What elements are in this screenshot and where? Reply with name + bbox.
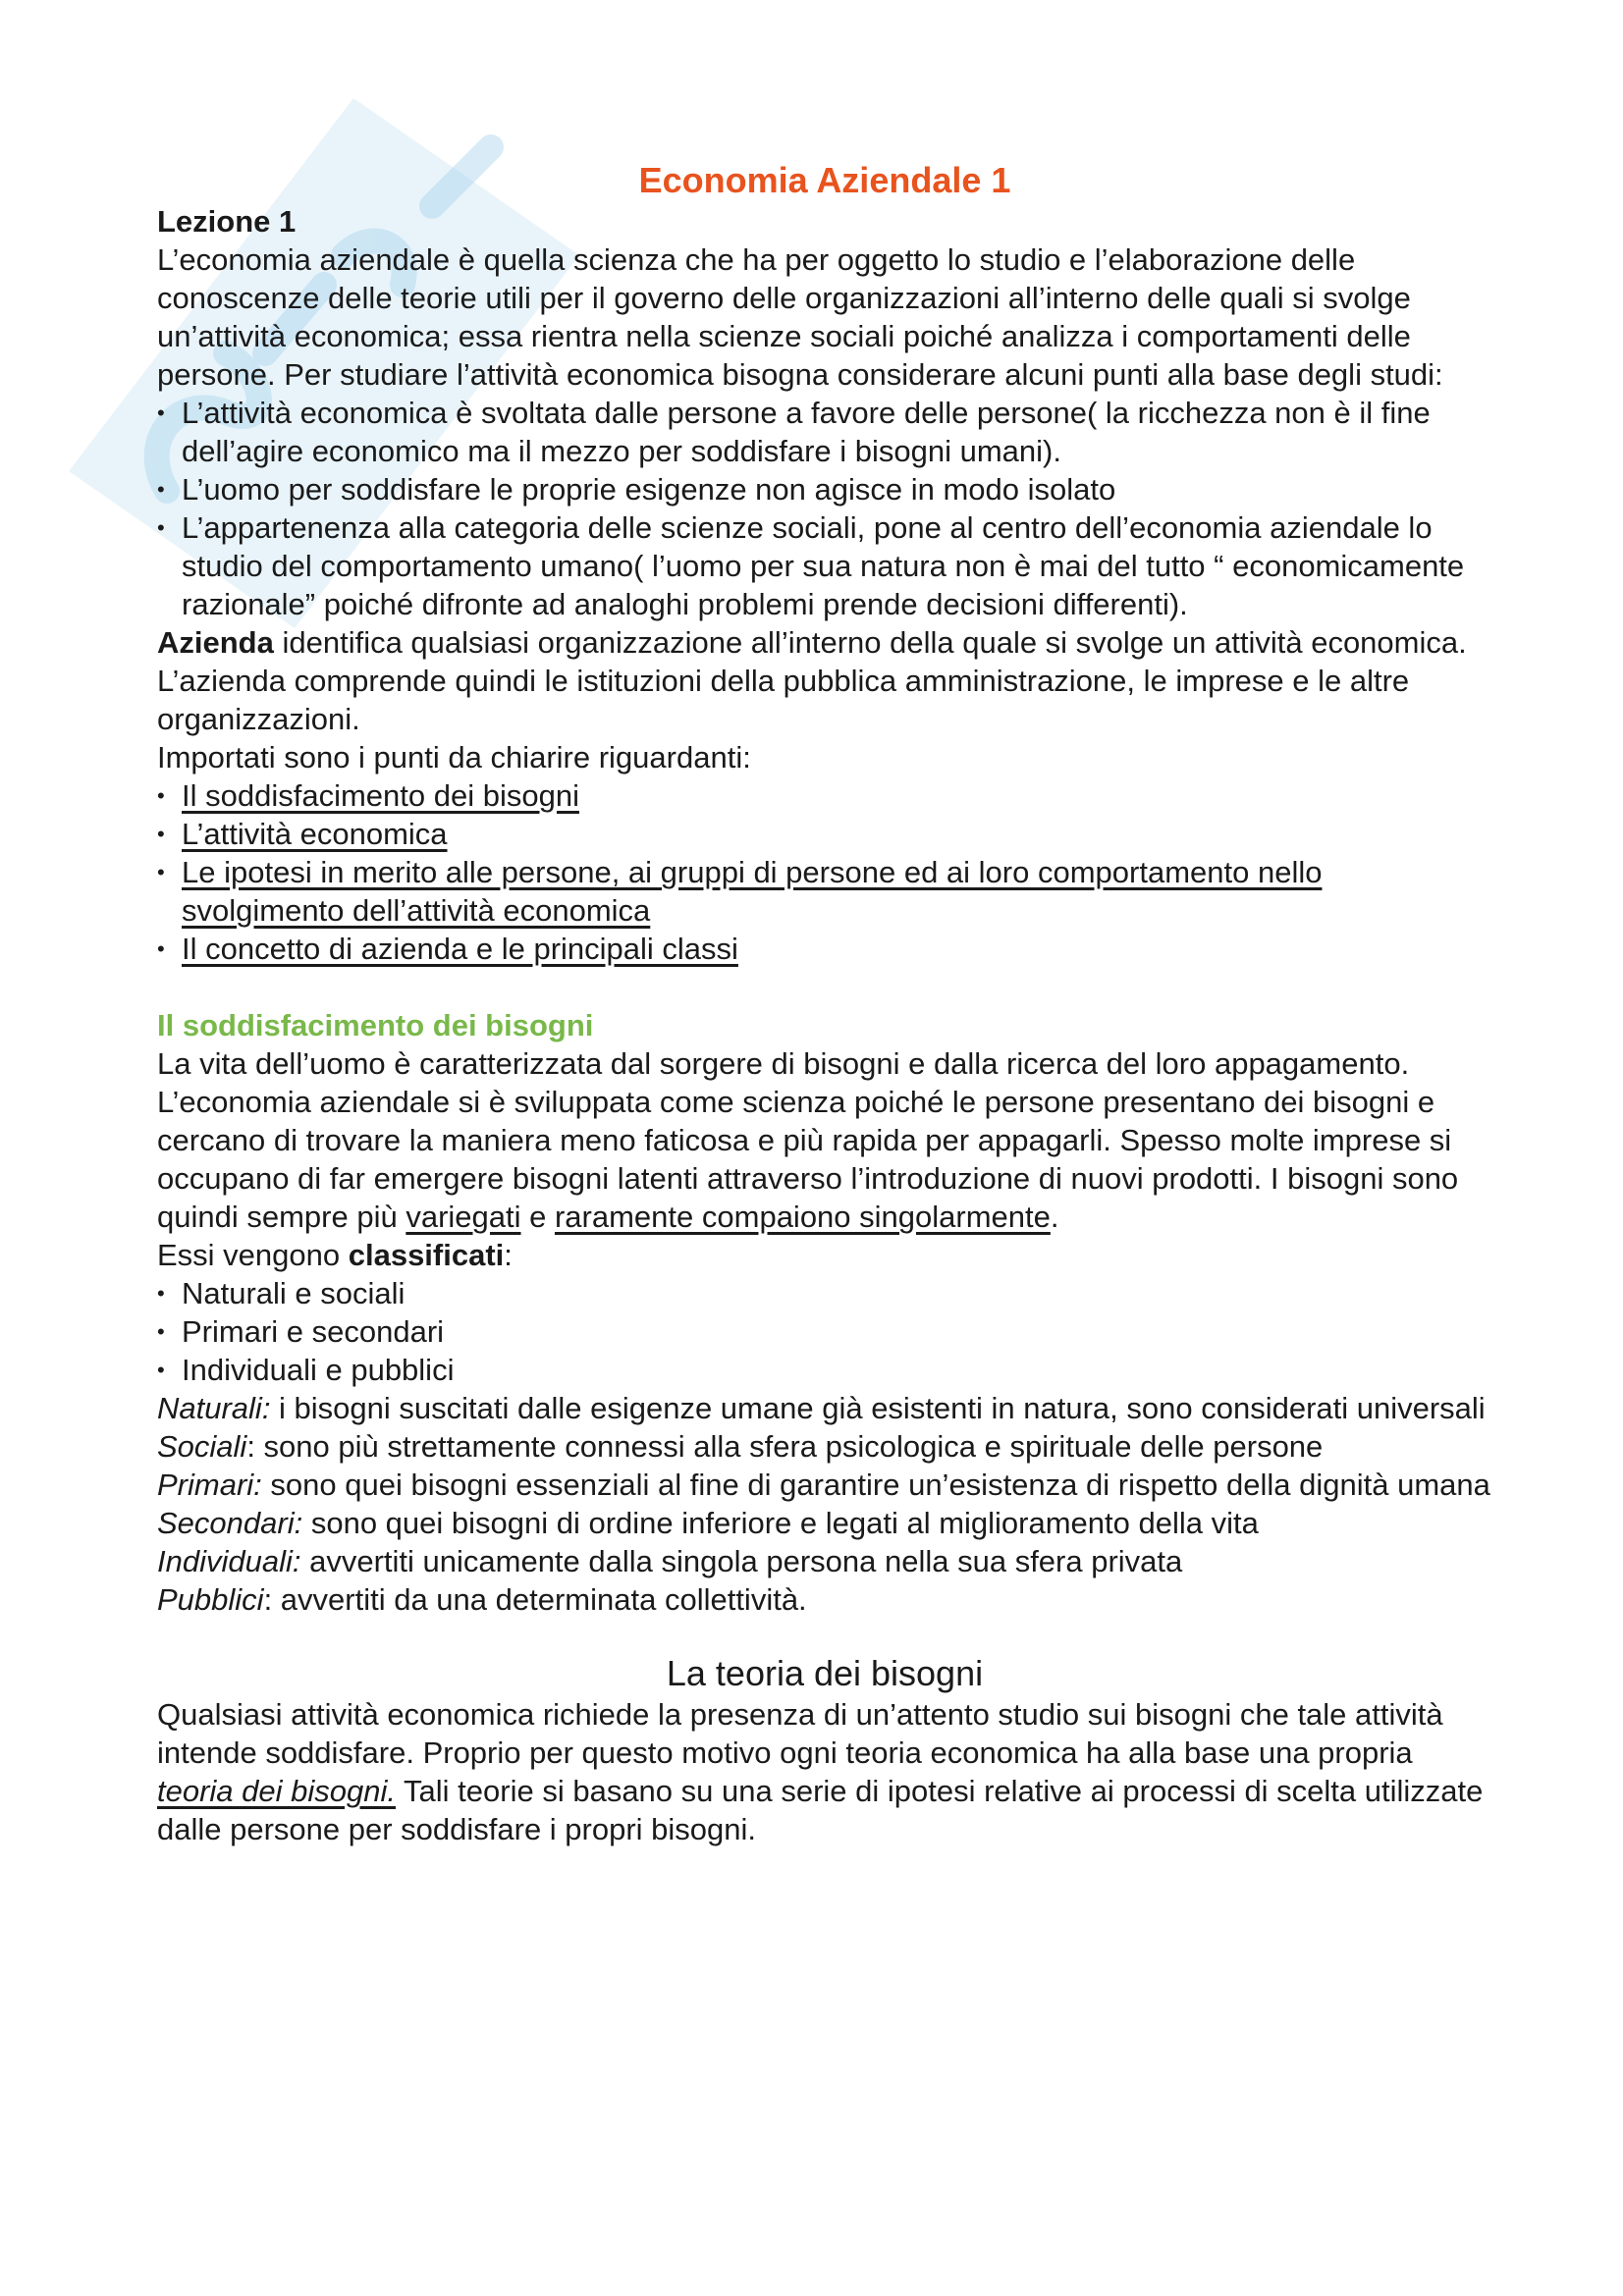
section2-text: Qualsiasi attività economica richiede la presenza di un’attento studio sui bisogni che tale attività intende soddisfare. Proprio per questo motivo ogni teoria economica ha alla base una propria	[157, 1697, 1443, 1770]
classified-line	[157, 1236, 1492, 1274]
list-item: • Individuali e pubblici	[182, 1351, 1492, 1389]
definition-text: sono quei bisogni di ordine inferiore e legati al miglioramento della vita	[302, 1506, 1259, 1540]
definition-term: Naturali:	[157, 1391, 271, 1425]
definition-primari	[157, 1466, 1492, 1504]
list-item	[182, 776, 1492, 815]
intro-paragraph: L’economia aziendale è quella scienza che ha per oggetto lo studio e l’elaborazione delle conoscenze delle teorie utili per il governo delle organizzazioni all’interno delle quali si svolge un’attività economica; essa rientra nella scienze sociali poiché analizza i comportamenti delle persone. Per studiare l’attività economica bisogna considerare alcuni punti alla base degli studi:	[157, 242, 1443, 392]
classified-post: :	[504, 1238, 513, 1272]
list-item: • Primari e secondari	[182, 1312, 1492, 1351]
list-item	[182, 930, 1492, 968]
definition-secondari	[157, 1504, 1492, 1542]
section1-paragraph	[157, 1044, 1492, 1236]
classified-bold: classificati	[348, 1238, 505, 1272]
document-page	[157, 147, 1492, 1848]
definition-term: Secondari:	[157, 1506, 303, 1540]
point-text: Le ipotesi in merito alle persone, ai gruppi di persone ed ai loro comportamento nello svolgimento dell’attività economica	[182, 855, 1323, 928]
underlined-raramente: raramente compaiono singolarmente	[554, 1200, 1051, 1234]
point-text: L’attività economica	[182, 817, 448, 851]
lesson-label: Lezione 1	[157, 204, 297, 239]
definition-naturali	[157, 1389, 1492, 1427]
document-title: Economia Aziendale 1	[638, 160, 1011, 200]
list-item: • Naturali e sociali	[182, 1274, 1492, 1312]
underlined-variegati: variegati	[406, 1200, 521, 1234]
definition-text: avvertiti unicamente dalla singola persona nella sua sfera privata	[300, 1544, 1183, 1578]
definition-text: i bisogni suscitati dalle esigenze umane già esistenti in natura, sono considerati universali	[270, 1391, 1486, 1425]
section-heading-soddisfacimento: Il soddisfacimento dei bisogni	[157, 1008, 594, 1042]
list-item	[182, 815, 1492, 853]
definition-text: : sono più strettamente connessi alla sfera psicologica e spirituale delle persone	[246, 1429, 1324, 1464]
definition-pubblici	[157, 1580, 1492, 1619]
point-text: Il concetto di azienda e le principali classi	[182, 932, 738, 966]
list-item	[182, 853, 1492, 930]
definition-term: Primari:	[157, 1468, 262, 1502]
section2-paragraph	[157, 1695, 1492, 1848]
definition-term: Individuali:	[157, 1544, 301, 1578]
classified-pre: Essi vengono	[157, 1238, 349, 1272]
definition-term: Sociali	[157, 1429, 247, 1464]
list-item: • L’appartenenza alla categoria delle scienze sociali, pone al centro dell’economia aziendale lo studio del comportamento umano( l’uomo per sua natura non è mai del tutto “ economicamente razionale” poiché difronte ad analoghi problemi prende decisioni differenti).	[182, 508, 1492, 623]
azienda-paragraph	[157, 623, 1492, 662]
section1-conj: e	[520, 1200, 555, 1234]
basics-list	[157, 394, 1492, 623]
list-item: • L’attività economica è svoltata dalle persone a favore delle persone( la ricchezza non è il fine dell’agire economico ma il mezzo per soddisfare i bisogni umani).	[182, 394, 1492, 470]
section-heading-teoria: La teoria dei bisogni	[666, 1653, 984, 1693]
points-list	[157, 776, 1492, 968]
azienda-term: Azienda	[157, 625, 274, 660]
section1-text: La vita dell’uomo è caratterizzata dal sorgere di bisogni e dalla ricerca del loro appagamento. L’economia aziendale si è sviluppata come scienza poiché le persone presentano dei bisogni e cercano di trovare la maniera meno faticosa e più rapida per appagarli. Spesso molte imprese si occupano di far emergere bisogni latenti attraverso l’introduzione di nuovi prodotti. I bisogni sono quindi sempre più	[157, 1046, 1459, 1234]
points-intro: Importati sono i punti da chiarire riguardanti:	[157, 740, 751, 774]
definition-text: : avvertiti da una determinata collettività.	[263, 1582, 807, 1617]
azienda-definition: identifica qualsiasi organizzazione all’interno della quale si svolge un attività economica.	[273, 625, 1467, 660]
section2-end: Tali teorie si basano su una serie di ipotesi relative ai processi di scelta utilizzate dalle persone per soddisfare i propri bisogni.	[157, 1774, 1484, 1846]
point-text: Il soddisfacimento dei bisogni	[182, 778, 579, 813]
definition-individuali	[157, 1542, 1492, 1580]
emph-teoria-dei-bisogni: teoria dei bisogni.	[157, 1774, 396, 1808]
list-item: • L’uomo per soddisfare le proprie esigenze non agisce in modo isolato	[182, 470, 1492, 508]
section1-end: .	[1050, 1200, 1059, 1234]
definition-text: sono quei bisogni essenziali al fine di garantire un’esistenza di rispetto della dignità umana	[261, 1468, 1490, 1502]
definition-sociali	[157, 1427, 1492, 1466]
definition-term: Pubblici	[157, 1582, 264, 1617]
azienda-includes-paragraph: L’azienda comprende quindi le istituzioni della pubblica amministrazione, le imprese e le altre organizzazioni.	[157, 664, 1410, 736]
classes-list	[157, 1274, 1492, 1389]
